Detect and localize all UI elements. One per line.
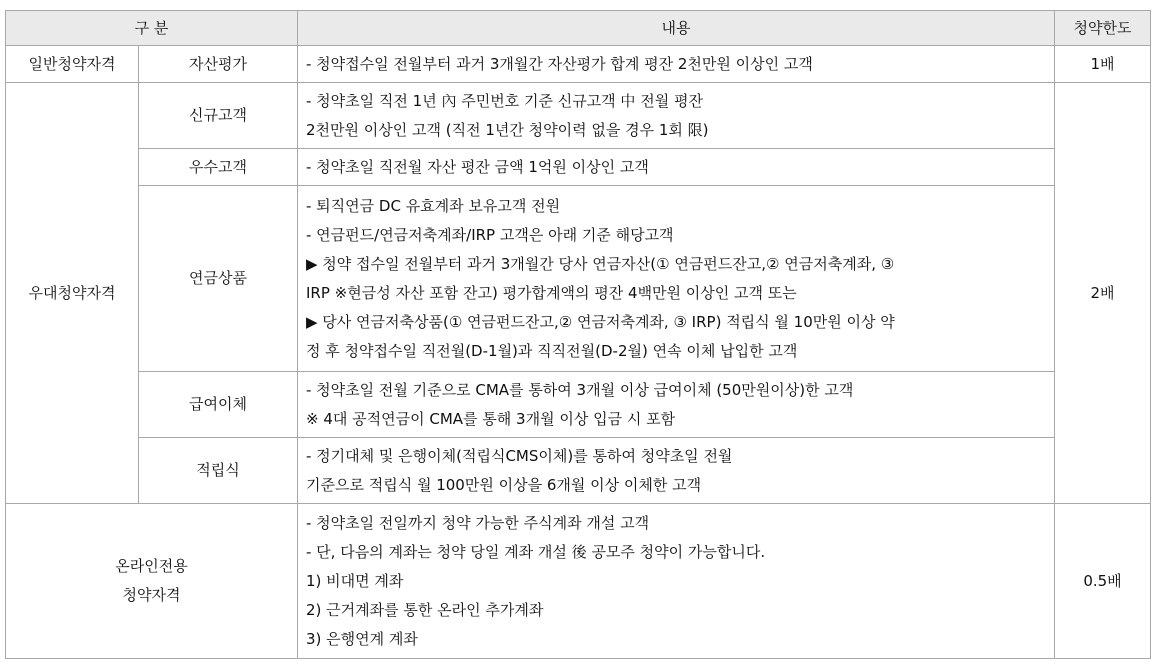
group-online-line: 청약자격 [122, 586, 181, 604]
table-row-new-customer [6, 83, 1151, 149]
table-row-excellent-customer [6, 149, 1151, 186]
content-line: - 청약초일 전월 기준으로 CMA를 통하여 3개월 이상 급여이체 (50만원이상)한 고객 [306, 380, 854, 399]
content-online [298, 504, 1055, 659]
content-line: ▶ 당사 연금저축상품(① 연금펀드잔고,② 연금저축계좌, ③ IRP) 적립식 월 10만원 이상 약 [306, 312, 895, 331]
content-line: - 청약초일 직전 1년 內 주민번호 기준 신규고객 中 전월 평잔 [306, 91, 703, 110]
limit-preferred: 2배 [1055, 83, 1151, 504]
sub-pension-product: 연금상품 [139, 186, 298, 372]
table-row-pension-product [6, 186, 1151, 372]
content-line: 2천만원 이상인 고객 (직전 1년간 청약이력 없을 경우 1회 限) [306, 120, 709, 139]
content-line: - 청약접수일 전월부터 과거 3개월간 자산평가 합계 평잔 2천만원 이상인 고객 [306, 54, 813, 73]
content-line: ※ 4대 공적연금이 CMA를 통해 3개월 이상 입금 시 포함 [306, 409, 676, 428]
content-line: 2) 근거계좌를 통한 온라인 추가계좌 [306, 600, 544, 619]
group-online [6, 504, 298, 659]
limit-general: 1배 [1055, 46, 1151, 83]
header-content: 내용 [298, 11, 1055, 46]
content-line: - 단, 다음의 계좌는 청약 당일 계좌 개설 後 공모주 청약이 가능합니다. [306, 542, 766, 561]
group-preferred: 우대청약자격 [6, 83, 139, 504]
header-category: 구 분 [6, 11, 298, 46]
content-line: - 연금펀드/연금저축계좌/IRP 고객은 아래 기준 해당고객 [306, 225, 674, 244]
sub-excellent-customer: 우수고객 [139, 149, 298, 186]
content-general [298, 46, 1055, 83]
table-row-online [6, 504, 1151, 659]
content-line: - 청약초일 직전월 자산 평잔 금액 1억원 이상인 고객 [306, 157, 649, 176]
content-line: - 청약초일 전일까지 청약 가능한 주식계좌 개설 고객 [306, 513, 650, 532]
content-line: ▶ 청약 접수일 전월부터 과거 3개월간 당사 연금자산(① 연금펀드잔고,② 연금저축계좌, ③ [306, 254, 895, 273]
table-row-installment [6, 438, 1151, 504]
group-general: 일반청약자격 [6, 46, 139, 83]
group-online-line: 온라인전용 [115, 557, 188, 575]
content-new-customer [298, 83, 1055, 149]
content-excellent-customer [298, 149, 1055, 186]
content-installment [298, 438, 1055, 504]
content-salary-transfer [298, 372, 1055, 438]
content-pension-product [298, 186, 1055, 372]
limit-online: 0.5배 [1055, 504, 1151, 659]
header-limit: 청약한도 [1055, 11, 1151, 46]
sub-new-customer: 신규고객 [139, 83, 298, 149]
content-line: 정 후 청약접수일 직전월(D-1월)과 직직전월(D-2월) 연속 이체 납입한 고객 [306, 341, 798, 360]
content-line: 1) 비대면 계좌 [306, 571, 404, 590]
sub-salary-transfer: 급여이체 [139, 372, 298, 438]
content-line: - 퇴직연금 DC 유효계좌 보유고객 전원 [306, 196, 561, 215]
sub-asset-evaluation: 자산평가 [139, 46, 298, 83]
content-line: - 정기대체 및 은행이체(적립식CMS이체)를 통하여 청약초일 전월 [306, 446, 733, 465]
sub-installment: 적립식 [139, 438, 298, 504]
table-header-row [6, 11, 1151, 46]
table-row-general [6, 46, 1151, 83]
content-line: IRP ※현금성 자산 포함 잔고) 평가합계액의 평잔 4백만원 이상인 고객 또는 [306, 283, 797, 302]
content-line: 3) 은행연계 계좌 [306, 629, 418, 648]
subscription-eligibility-table [5, 10, 1151, 659]
content-line: 기준으로 적립식 월 100만원 이상을 6개월 이상 이체한 고객 [306, 475, 702, 494]
table-row-salary-transfer [6, 372, 1151, 438]
